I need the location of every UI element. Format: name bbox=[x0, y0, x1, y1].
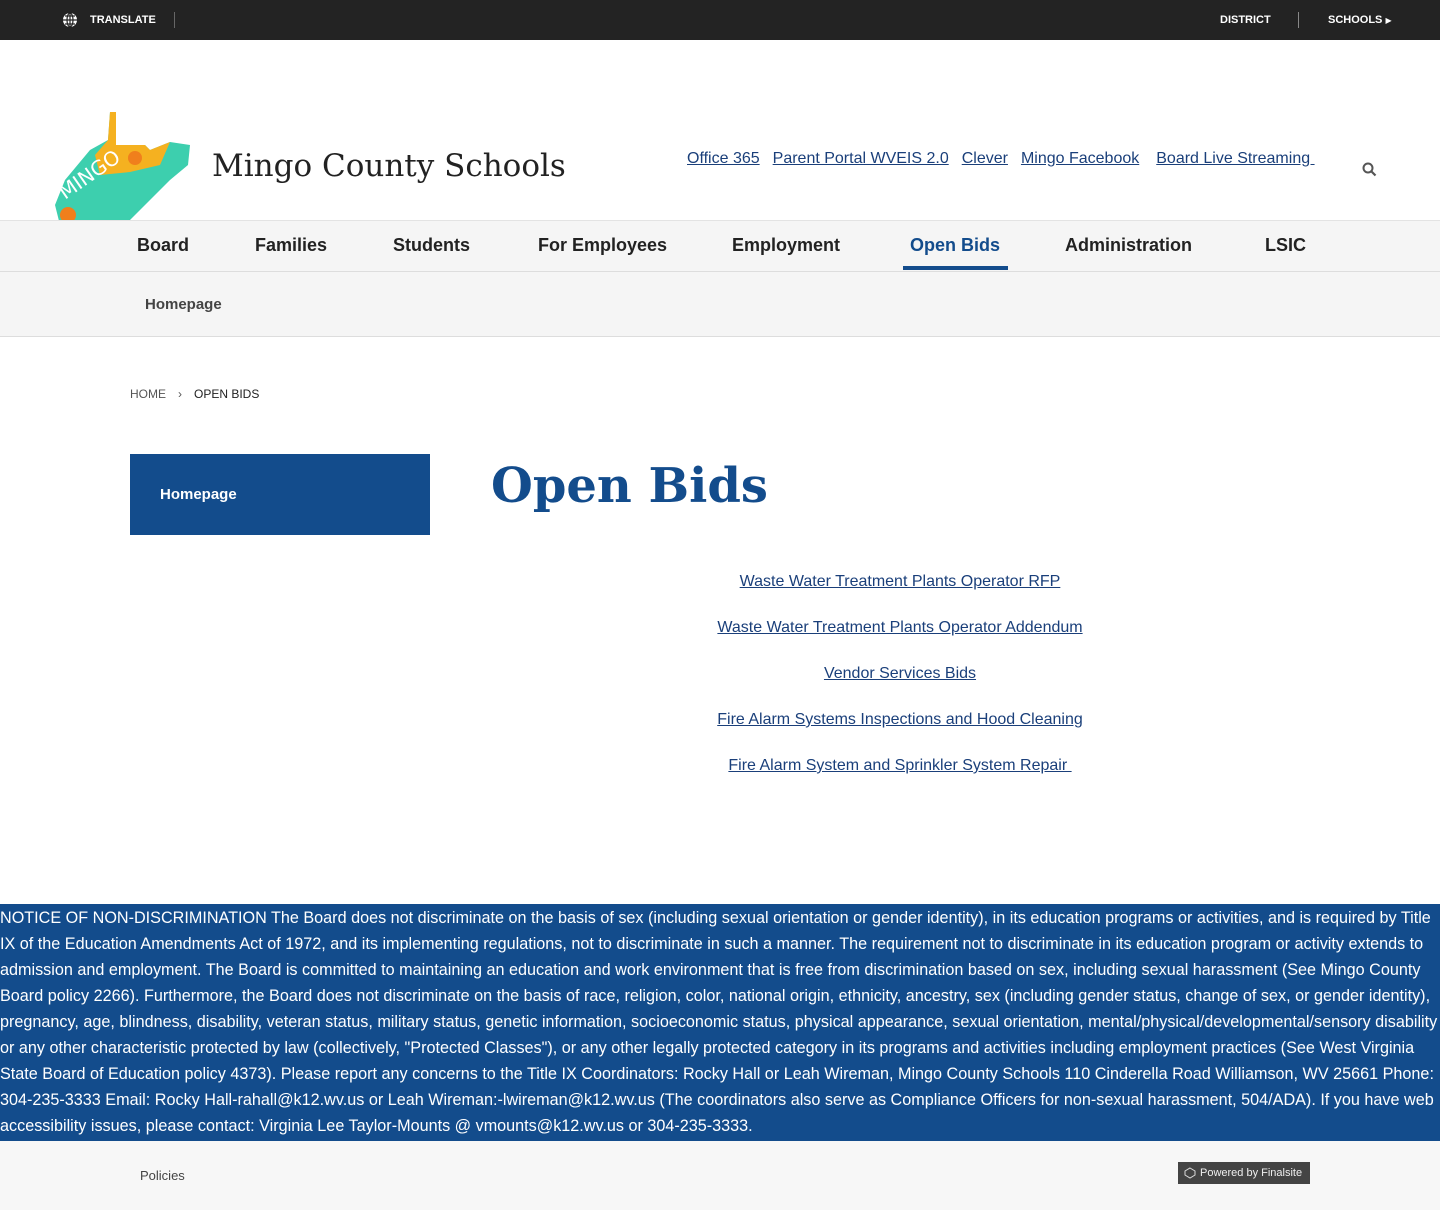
bid-link[interactable]: Vendor Services Bids bbox=[823, 665, 977, 682]
utility-bar bbox=[0, 0, 1440, 40]
schools-dropdown[interactable] bbox=[1328, 14, 1392, 26]
page-title: Open Bids bbox=[491, 458, 768, 514]
search-icon[interactable] bbox=[1362, 162, 1377, 177]
nav-board[interactable]: Board bbox=[137, 235, 190, 255]
bid-link[interactable]: Waste Water Treatment Plants Operator Addendum bbox=[717, 619, 1083, 636]
quick-link-parent-portal[interactable]: Parent Portal WVEIS 2.0 bbox=[772, 150, 949, 167]
site-title[interactable]: Mingo County Schools bbox=[212, 148, 566, 184]
quick-link-office-365[interactable]: Office 365 bbox=[687, 150, 760, 167]
schools-label: SCHOOLS bbox=[1328, 14, 1383, 26]
nav-employment[interactable]: Employment bbox=[732, 235, 841, 255]
divider bbox=[1298, 12, 1299, 28]
sidebar-item-homepage[interactable] bbox=[130, 454, 430, 535]
section-subnav bbox=[0, 272, 1440, 337]
subnav-homepage[interactable]: Homepage bbox=[145, 296, 222, 313]
divider bbox=[174, 12, 175, 28]
globe-icon bbox=[62, 12, 78, 28]
bid-link[interactable]: Fire Alarm System and Sprinkler System Repair bbox=[728, 757, 1072, 774]
quick-link-clever[interactable]: Clever bbox=[961, 150, 1008, 167]
non-discrimination-notice: NOTICE OF NON-DISCRIMINATION The Board does not discriminate on the basis of sex (including sexual orientation or gender identity), in its education programs or activities, and is required by Title IX of the Education Amendments Act of 1972, and its implementing regulations, not to discriminate in such a manner. The requirement not to discriminate in its education program or activity extends to admission and employment. The Board is committed to maintaining an education and work environment that is free from discrimination based on sex, including sexual harassment (See Mingo County Board policy 2266). Furthermore, the Board does not discriminate on the basis of race, religion, color, national origin, ethnicity, ancestry, sex (including gender status, change of sex, or gender identity), pregnancy, age, blindness, disability, veteran status, military status, genetic information, socioeconomic status, physical appearance, sexual orientation, mental/physical/developmental/sensory disability or any other characteristic protected by law (collectively, "Protected Classes"), or any other legally protected category in its programs and activities including employment practices (See West Virginia State Board of Education policy 4373). Please report any concerns to the Title IX Coordinators: Rocky Hall or Leah Wireman, Mingo County Schools 110 Cinderella Road Williamson, WV 25661 Phone: 304-235-3333 Email: Rocky Hall-rahall@k12.wv.us or Leah Wireman:-lwireman@k12.wv.us (The coordinators also serve as Compliance Officers for non-sexual harassment, 504/ADA). If you have web accessibility issues, please contact: Virginia Lee Taylor-Mounts @ vmounts@k12.wv.us or 304-235-3333. bbox=[0, 904, 1440, 1141]
breadcrumb-home[interactable]: HOME bbox=[130, 387, 166, 401]
sidebar-item-label: Homepage bbox=[160, 486, 237, 503]
translate-button[interactable] bbox=[62, 12, 156, 28]
main-nav bbox=[0, 220, 1440, 272]
quick-links bbox=[687, 150, 1315, 168]
bid-link[interactable]: Fire Alarm Systems Inspections and Hood Cleaning bbox=[717, 711, 1083, 728]
mingo-logo[interactable] bbox=[50, 110, 195, 230]
nav-students[interactable]: Students bbox=[393, 235, 471, 255]
chevron-right-icon: › bbox=[178, 387, 182, 401]
nav-lsic[interactable]: LSIC bbox=[1265, 235, 1307, 255]
footer bbox=[0, 1141, 1440, 1210]
powered-by-finalsite-badge[interactable] bbox=[1178, 1162, 1310, 1184]
breadcrumb-current: OPEN BIDS bbox=[194, 387, 260, 401]
policies-link[interactable]: Policies bbox=[140, 1168, 185, 1183]
main-content bbox=[0, 337, 1440, 904]
active-indicator bbox=[903, 266, 1008, 270]
caret-right-icon: ▶ bbox=[1385, 16, 1392, 25]
quick-link-facebook[interactable]: Mingo Facebook bbox=[1020, 150, 1140, 167]
translate-label: TRANSLATE bbox=[90, 14, 156, 26]
nav-families[interactable]: Families bbox=[255, 235, 328, 255]
site-header bbox=[0, 40, 1440, 220]
nav-administration[interactable]: Administration bbox=[1065, 235, 1193, 255]
bids-list bbox=[600, 573, 1200, 803]
finalsite-icon bbox=[1184, 1167, 1196, 1179]
bid-link[interactable]: Waste Water Treatment Plants Operator RFP bbox=[739, 573, 1061, 590]
svg-text:MINGO: MINGO bbox=[54, 144, 125, 205]
district-link[interactable]: DISTRICT bbox=[1220, 14, 1271, 26]
nav-open-bids[interactable]: Open Bids bbox=[910, 235, 1001, 255]
powered-label: Powered by Finalsite bbox=[1200, 1167, 1303, 1179]
nav-for-employees[interactable]: For Employees bbox=[538, 235, 668, 255]
breadcrumb bbox=[130, 387, 259, 401]
quick-link-live-streaming[interactable]: Board Live Streaming bbox=[1156, 150, 1315, 167]
